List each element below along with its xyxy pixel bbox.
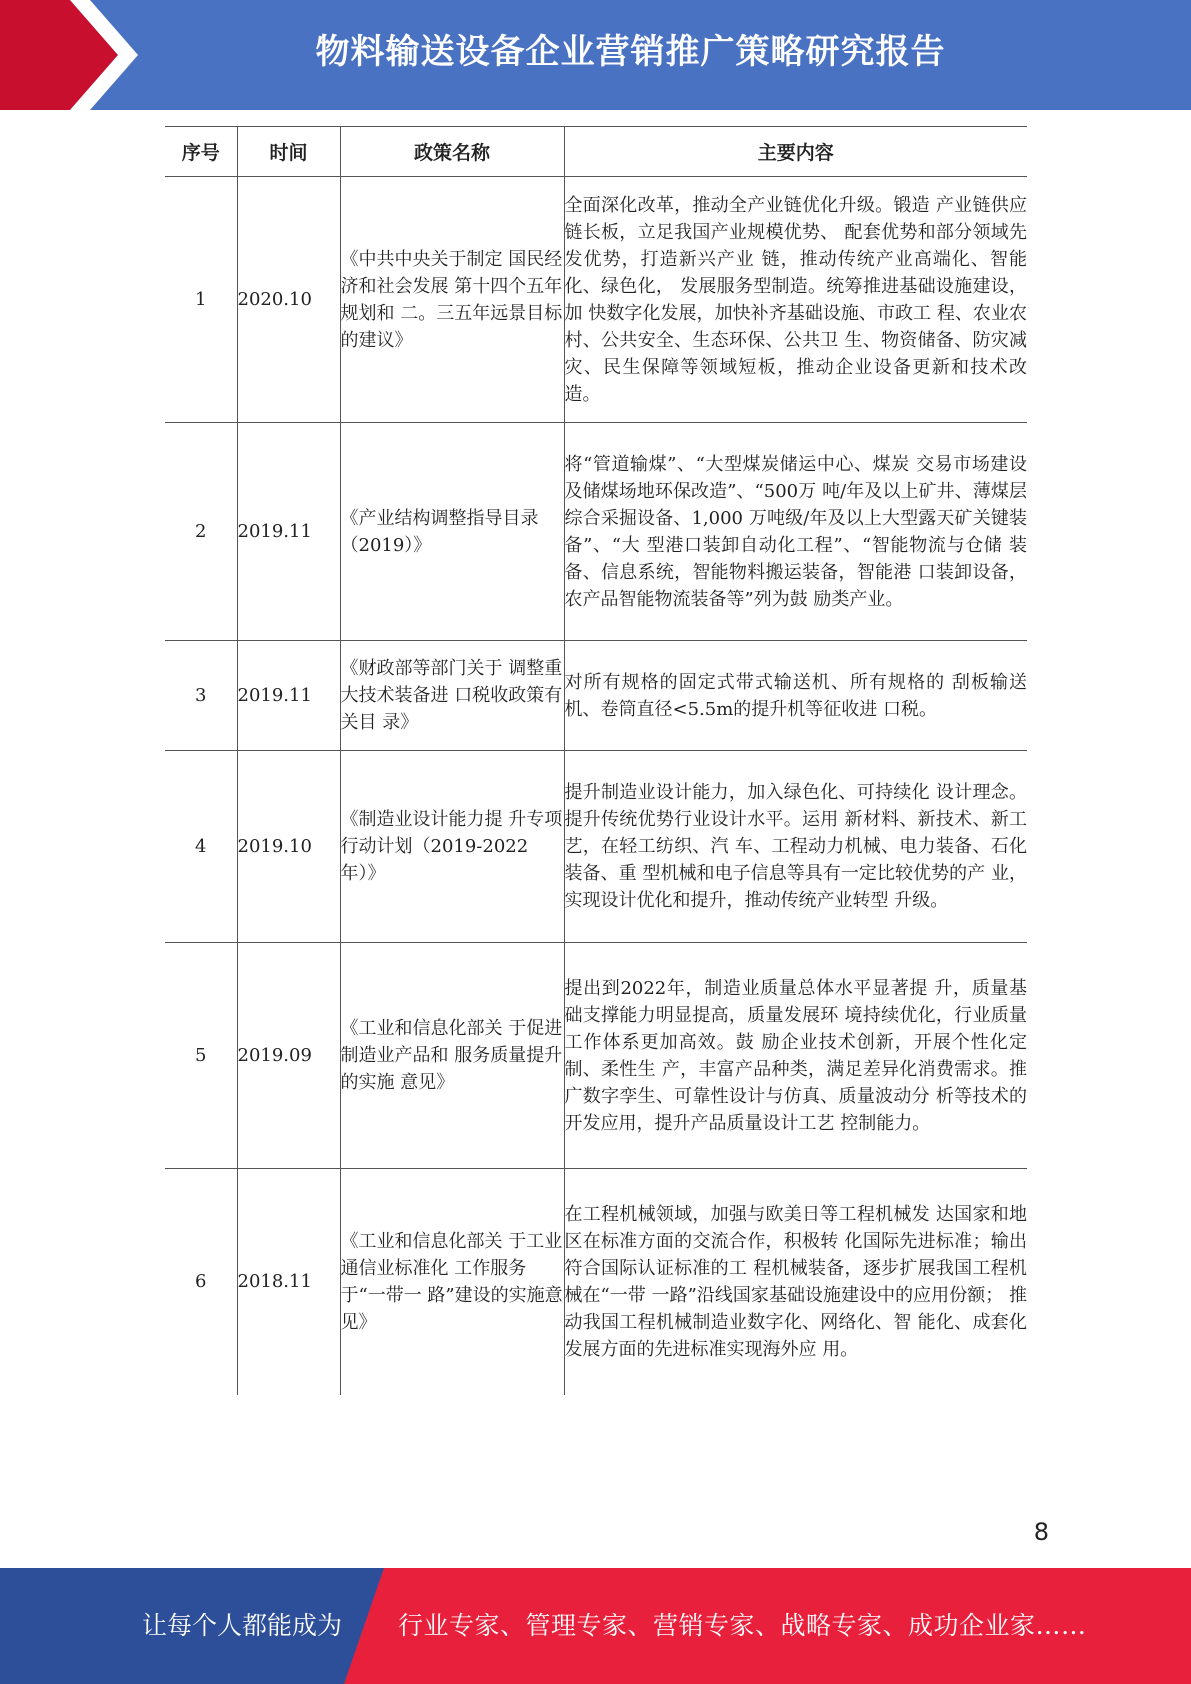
- row-time: 2019.11: [237, 641, 340, 751]
- page-number: 8: [1033, 1518, 1049, 1546]
- policy-table-container: [165, 126, 1027, 1395]
- header-main-content: 主要内容: [564, 127, 1027, 177]
- table-header-row: [165, 127, 1027, 177]
- row-time: 2019.10: [237, 751, 340, 943]
- row-content: 提升制造业设计能力，加入绿色化、可持续化 设计理念。提升传统优势行业设计水平。运用 新材料、新技术、新工艺，在轻工纺织、汽 车、工程动力机械、电力装备、石化装备、重 型机械和电子信息等具有一定比较优势的产 业，实现设计优化和提升，推动传统产业转型 升级。: [564, 751, 1027, 943]
- row-policy-name: 《工业和信息化部关 于促进制造业产品和 服务质量提升的实施 意见》: [340, 943, 564, 1169]
- row-time: 2019.11: [237, 423, 340, 641]
- row-content: 对所有规格的固定式带式输送机、所有规格的 刮板输送机、卷筒直径<5.5m的提升机等征收进 口税。: [564, 641, 1027, 751]
- footer-slogan-right: 行业专家、管理专家、营销专家、战略专家、成功企业家……: [398, 1611, 1087, 1640]
- row-time: 2019.09: [237, 943, 340, 1169]
- row-policy-name: 《财政部等部门关于 调整重大技术装备进 口税收政策有关目 录》: [340, 641, 564, 751]
- row-no: 1: [195, 289, 207, 310]
- row-policy-name: 《工业和信息化部关 于工业通信业标准化 工作服务于“一带一 路”建设的实施意 见》: [340, 1169, 564, 1395]
- header-no: 序号: [181, 142, 220, 164]
- row-content: 将“管道输煤”、“大型煤炭储运中心、煤炭 交易市场建设及储煤场地环保改造”、“500万 吨/年及以上矿井、薄煤层综合采掘设备、1,000 万吨级/年及以上大型露天矿关键装备”、“大 型港口装卸自动化工程”、“智能物流与仓储 装备、信息系统，智能物料搬运装备，智能港 口装卸设备，农产品智能物流装备等”列为鼓 励类产业。: [564, 423, 1027, 641]
- row-time: 2018.11: [237, 1169, 340, 1395]
- row-no: 2: [195, 521, 207, 542]
- table-row: [165, 943, 1027, 1169]
- table-row: [165, 423, 1027, 641]
- row-time: 2020.10: [237, 177, 340, 423]
- header-policy-name: 政策名称: [340, 127, 564, 177]
- page-footer: [0, 1568, 1191, 1684]
- row-content: 提出到2022年，制造业质量总体水平显著提 升，质量基础支撑能力明显提高，质量发展环 境持续优化，行业质量工作体系更加高效。鼓 励企业技术创新，开展个性化定制、柔性生 产，丰富产品种类，满足差异化消费需求。推 广数字孪生、可靠性设计与仿真、质量波动分 析等技术的开发应用，提升产品质量设计工艺 控制能力。: [564, 943, 1027, 1169]
- footer-slogan-left: 让每个人都能成为: [142, 1611, 343, 1640]
- header-time: 时间: [237, 127, 340, 177]
- row-no: 6: [195, 1271, 207, 1293]
- row-policy-name: 《制造业设计能力提 升专项行动计划（2019-2022 年）》: [340, 751, 564, 943]
- row-no: 4: [195, 836, 207, 857]
- header-chevron-icon: [0, 0, 160, 110]
- row-content: 在工程机械领域，加强与欧美日等工程机械发 达国家和地区在标准方面的交流合作，积极转 化国际先进标准；输出符合国际认证标准的工 程机械装备，逐步扩展我国工程机械在“一带 一路”沿线国家基础设施建设中的应用份额； 推动我国工程机械制造业数字化、网络化、智 能化、成套化发展方面的先进标准实现海外应 用。: [564, 1169, 1027, 1395]
- row-content: 全面深化改革，推动全产业链优化升级。锻造 产业链供应链长板，立足我国产业规模优势、 配套优势和部分领域先发优势，打造新兴产业 链，推动传统产业高端化、智能化、绿色化， 发展服务型制造。统筹推进基础设施建设，加 快数字化发展，加快补齐基础设施、市政工 程、农业农村、公共安全、生态环保、公共卫 生、物资储备、防灾减灾、民生保障等领域短板，推动企业设备更新和技术改造。: [564, 177, 1027, 423]
- table-row: [165, 641, 1027, 751]
- row-no: 5: [195, 1045, 207, 1066]
- page-header: [0, 0, 1191, 110]
- policy-table: [165, 126, 1027, 1395]
- table-row: [165, 1169, 1027, 1395]
- table-row: [165, 751, 1027, 943]
- row-no: 3: [195, 685, 207, 706]
- row-policy-name: 《产业结构调整指导目录（2019）》: [340, 423, 564, 641]
- report-title: 物料输送设备企业营销推广策略研究报告: [315, 32, 946, 72]
- table-row: [165, 177, 1027, 423]
- row-policy-name: 《中共中央关于制定 国民经济和社会发展 第十四个五年规划和 二。三五年远景目标 的建议》: [340, 177, 564, 423]
